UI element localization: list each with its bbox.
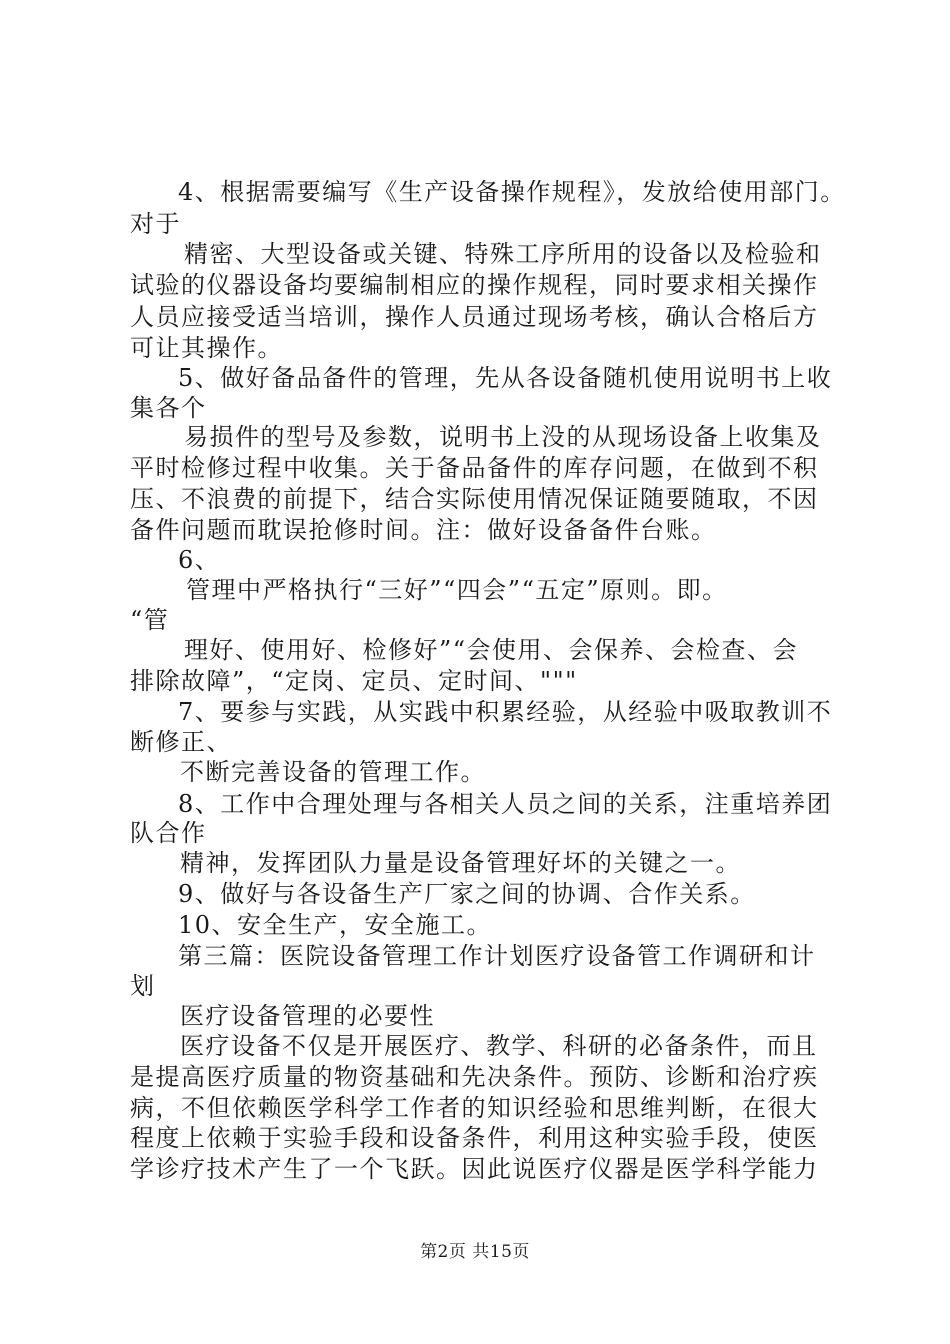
- text-line: 是提高医疗质量的物资基础和先决条件。预防、诊断和治疗疾: [130, 1063, 819, 1091]
- text-line: 易损件的型号及参数，说明书上没的从现场设备上收集及: [184, 423, 822, 451]
- text-line: 程度上依赖于实验手段和设备条件，利用这种实验手段，使医: [130, 1124, 819, 1152]
- text-line: “管: [130, 606, 170, 634]
- text-line: 精神，发挥团队力量是设备管理好坏的关键之一。: [180, 849, 741, 877]
- text-line: 医疗设备不仅是开展医疗、教学、科研的必备条件，而且: [180, 1032, 818, 1060]
- section-heading: 第三篇：医院设备管理工作计划医疗设备管工作调研和计: [178, 942, 816, 970]
- text-line: 6、: [178, 546, 221, 574]
- text-line: 7、要参与实践，从实践中积累经验，从经验中吸取教训不: [178, 698, 833, 726]
- text-line: 平时检修过程中收集。关于备品备件的库存问题，在做到不积: [130, 454, 819, 482]
- text-line: 不断完善设备的管理工作。: [180, 758, 486, 786]
- text-line: 人员应接受适当培训，操作人员通过现场考核，确认合格后方: [130, 303, 819, 331]
- text-line: 排除故障”，“定岗、定员、定时间、""": [130, 667, 578, 695]
- subheading: 医疗设备管理的必要性: [180, 1002, 435, 1030]
- text-line: 对于: [130, 210, 181, 238]
- text-line: 管理中严格执行“三好”“四会”“五定”原则。即。: [186, 576, 728, 604]
- text-line: 理好、使用好、检修好”“会使用、会保养、会检查、会: [184, 636, 799, 664]
- text-line: 10、安全生产，安全施工。: [178, 911, 493, 939]
- text-line: 8、工作中合理处理与各相关人员之间的关系，注重培养团: [178, 790, 833, 818]
- page-number-footer: 第2页 共15页: [420, 1242, 530, 1262]
- text-line: 集各个: [130, 394, 207, 422]
- text-line: 队合作: [130, 819, 207, 847]
- text-line: 5、做好备品备件的管理，先从各设备随机使用说明书上收: [178, 364, 833, 392]
- text-line: 病，不但依赖医学科学工作者的知识经验和思维判断，在很大: [130, 1094, 819, 1122]
- text-line: 试验的仪器设备均要编制相应的操作规程，同时要求相关操作: [130, 271, 819, 299]
- text-line: 划: [130, 972, 156, 1000]
- text-line: 压、不浪费的前提下，结合实际使用情况保证随要随取，不因: [130, 485, 819, 513]
- text-line: 学诊疗技术产生了一个飞跃。因此说医疗仪器是医学科学能力: [130, 1155, 819, 1183]
- text-line: 断修正、: [130, 728, 232, 756]
- text-line: 备件问题而耽误抢修时间。注：做好设备备件台账。: [130, 516, 717, 544]
- text-line: 可让其操作。: [130, 334, 283, 362]
- text-line: 4、根据需要编写《生产设备操作规程》，发放给使用部门。: [178, 178, 846, 206]
- text-line: 精密、大型设备或关键、特殊工序所用的设备以及检验和: [184, 240, 822, 268]
- text-line: 9、做好与各设备生产厂家之间的协调、合作关系。: [178, 880, 756, 908]
